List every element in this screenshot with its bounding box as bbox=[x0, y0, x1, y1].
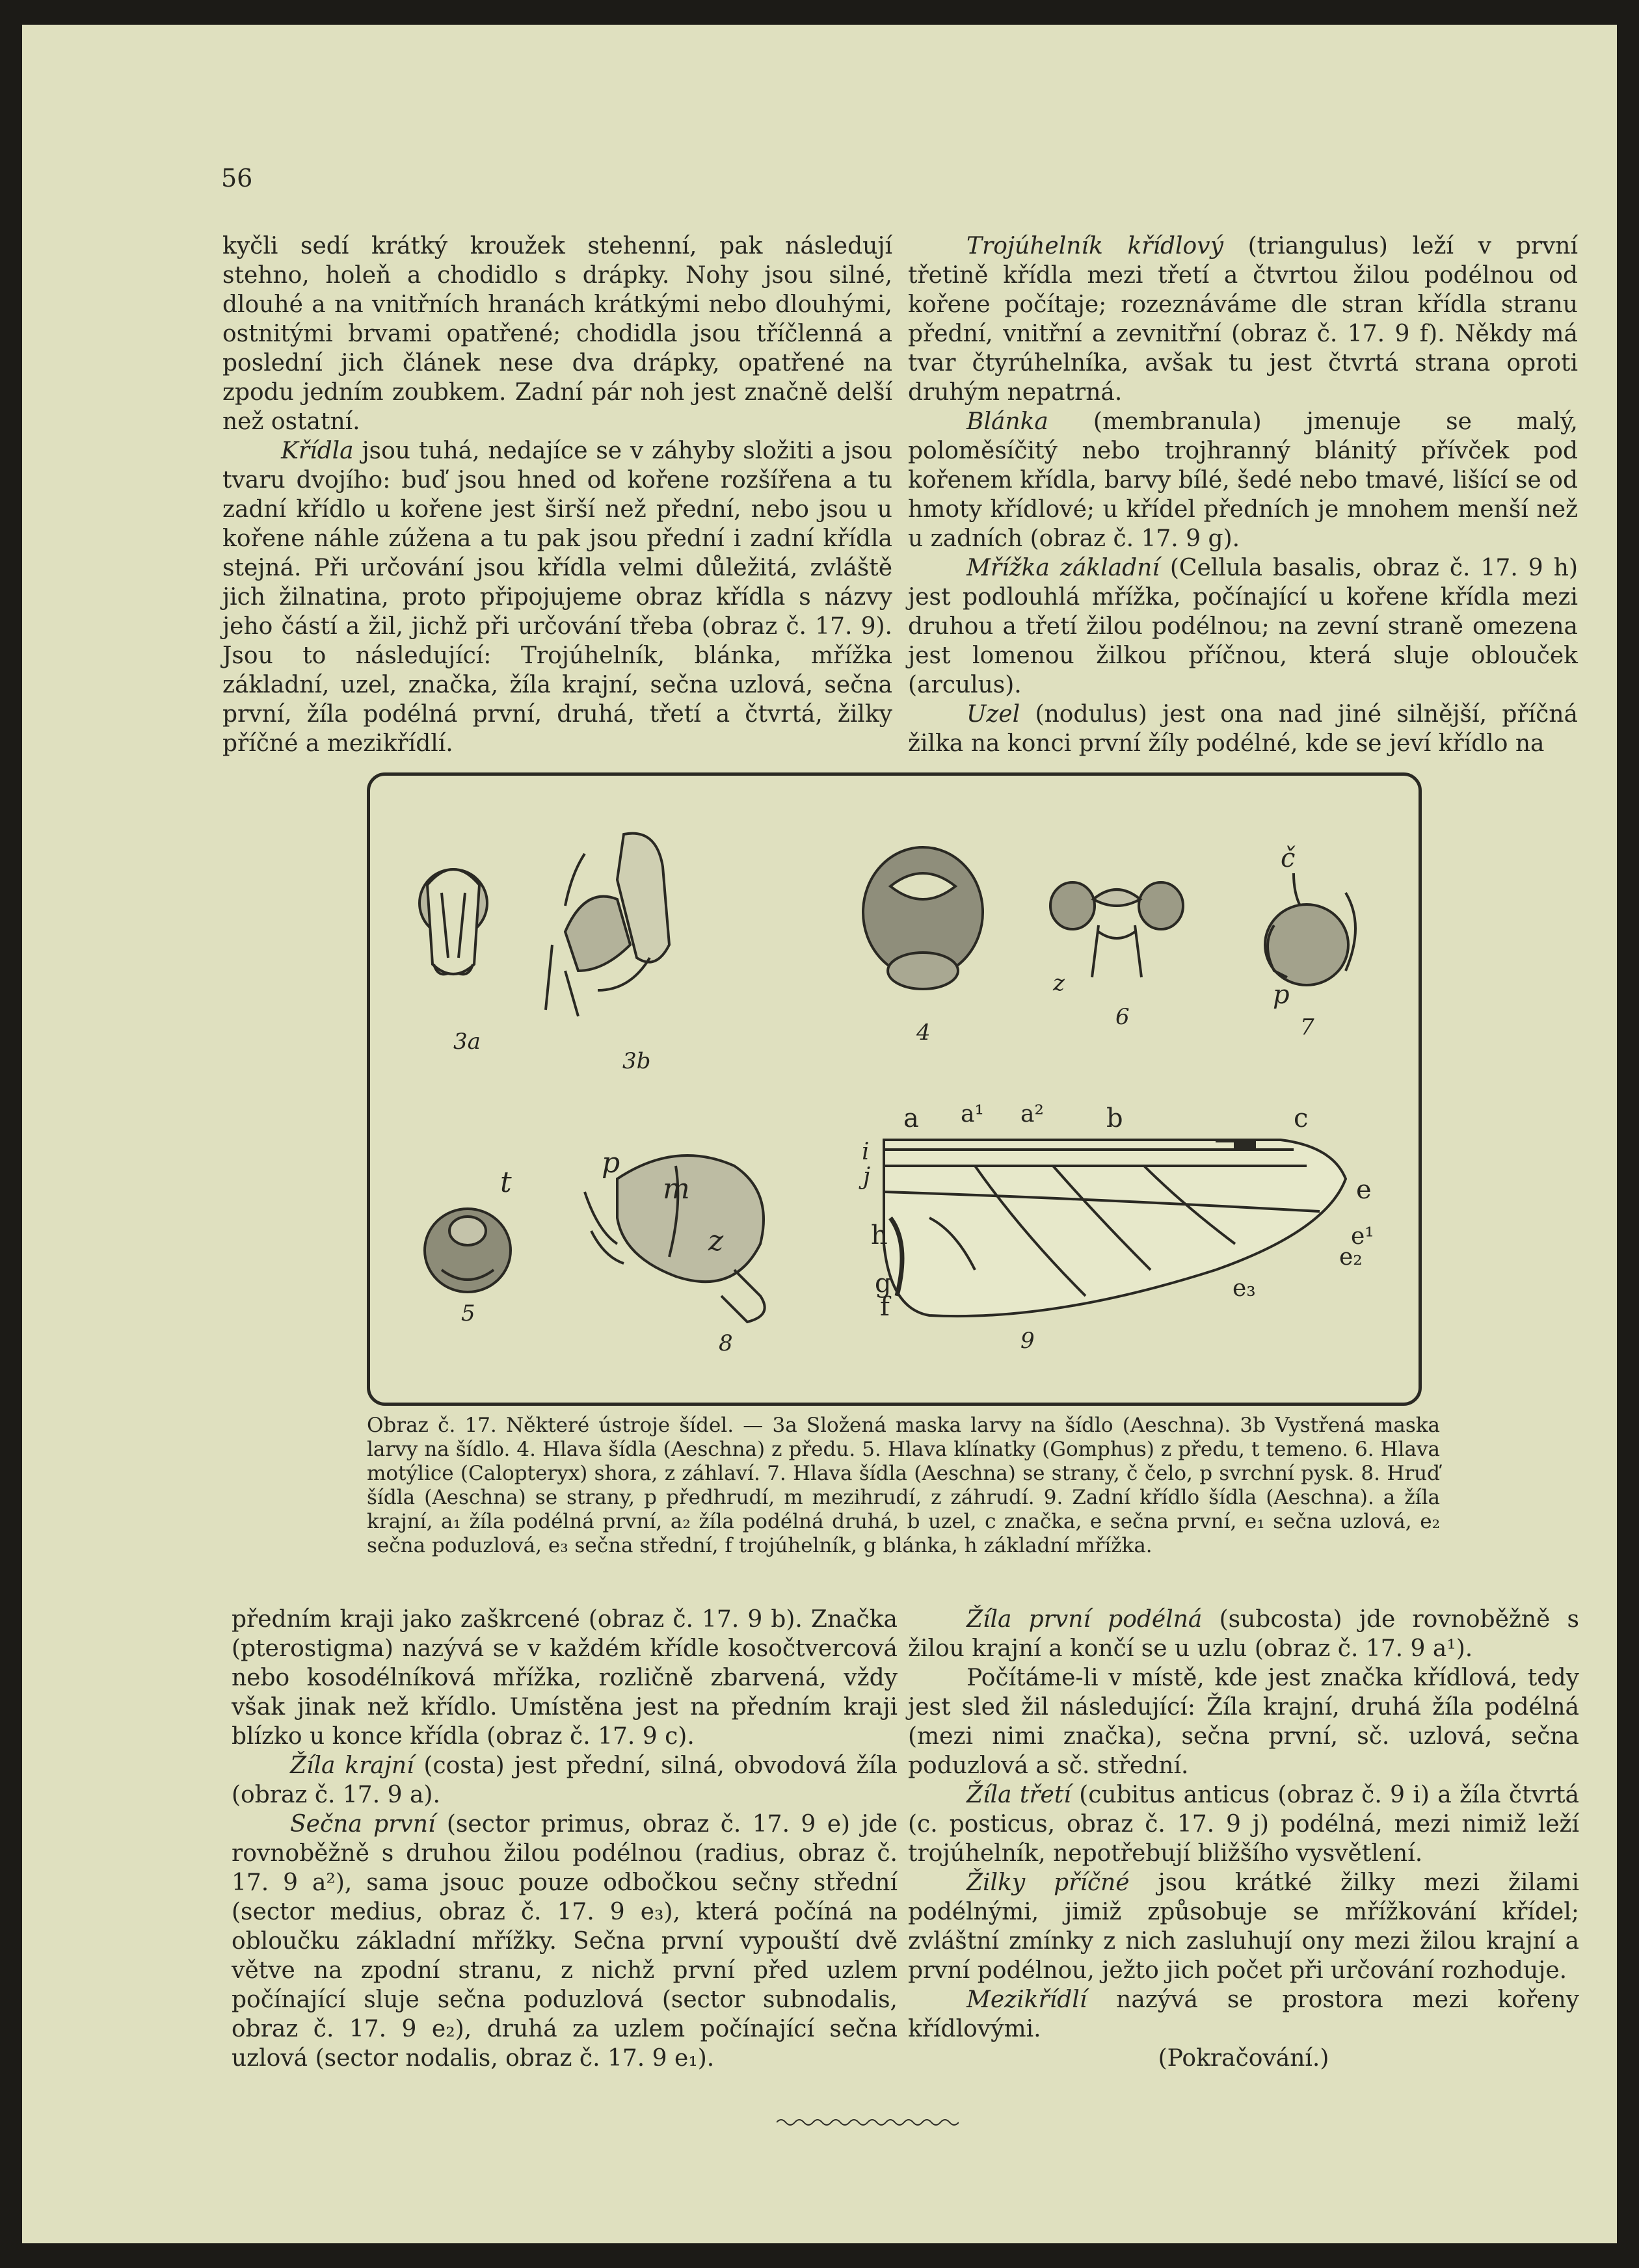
label-8-p: p bbox=[602, 1146, 620, 1180]
label-9-h: h bbox=[871, 1220, 888, 1250]
paragraph: Uzel (nodulus) jest ona nad jiné silnější, příčná žilka na konci první žíly podélné, kde se jeví křídlo na bbox=[908, 701, 1578, 757]
label-7: 7 bbox=[1300, 1014, 1314, 1040]
drawing-6-head-top bbox=[1050, 882, 1183, 977]
label-8: 8 bbox=[719, 1330, 733, 1356]
label-9-e3: e₃ bbox=[1233, 1275, 1256, 1302]
label-9-e: e bbox=[1356, 1175, 1372, 1205]
label-9: 9 bbox=[1020, 1328, 1035, 1354]
label-9-a1: a¹ bbox=[961, 1101, 984, 1127]
label-3b: 3b bbox=[622, 1048, 651, 1074]
right-column-top bbox=[908, 231, 1578, 758]
paragraph: Počítáme-li v místě, kde jest značka křídlová, tedy jest sled žil následující: Žíla krajní, druhá žíla podélná (mezi nimi značka), sečna první, sč. uzlová, sečna poduzlová a sč. střední. bbox=[908, 1665, 1579, 1779]
paragraph: Žíla první podélná (subcosta) jde rovnoběžně s žilou krajní a končí se u uzlu (obraz č. 17. 9 a¹). bbox=[908, 1606, 1579, 1662]
paragraph: Mezikřídlí nazývá se prostora mezi kořeny křídlovými. bbox=[908, 1986, 1579, 2042]
figure-17 bbox=[367, 772, 1422, 1406]
paragraph: Sečna první (sector primus, obraz č. 17. 9 e) jde rovnoběžně s druhou žilou podélnou (radius, obraz č. 17. 9 a²), sama jsouc pouze odbočkou sečny střední (sector medius, obraz č. 17. 9 e₃), která počíná na obloučku základní mřížky. Sečna první vypouští dvě větve na zpodní stranu, z nichž první před uzlem počínající sluje sečna poduzlová (sector subnodalis, obraz č. 17. 9 e₂), druhá za uzlem počínající sečna uzlová (sector nodalis, obraz č. 17. 9 e₁). bbox=[232, 1811, 898, 2072]
label-7-c: č bbox=[1281, 843, 1296, 873]
label-9-e1: e¹ bbox=[1351, 1223, 1374, 1250]
label-9-b: b bbox=[1106, 1103, 1123, 1133]
paragraph: předním kraji jako zaškrcené (obraz č. 17. 9 b). Značka (pterostigma) nazývá se v každém křídle kosočtvercová nebo kosodélníková mřížka, rozličně zbarvená, vždy však jinak než křídlo. Umístěna jest na předním kraji blízko u konce křídla (obraz č. 17. 9 c). bbox=[232, 1606, 898, 1750]
page bbox=[22, 25, 1617, 2243]
page-number: 56 bbox=[221, 164, 253, 192]
paragraph: Žíla krajní (costa) jest přední, silná, obvodová žíla (obraz č. 17. 9 a). bbox=[232, 1752, 898, 1808]
label-9-a: a bbox=[903, 1103, 919, 1133]
drawing-5-head-front bbox=[425, 1209, 511, 1292]
paragraph: kyčli sedí krátký kroužek stehenní, pak následují stehno, holeň a chodidlo s drápky. Nohy jsou silné, dlouhé a na vnitřních hranách krátkými nebo dlouhými, ostnitými brvami opatřené; chodidla jsou tříčlenná a poslední jich článek nese dva drápky, opatřené na zpodu jedním zoubkem. Zadní pár noh jest značně delší než ostatní. bbox=[222, 233, 892, 435]
drawing-9-wing bbox=[884, 1140, 1346, 1316]
paragraph: Křídla jsou tuhá, nedajíce se v záhyby složiti a jsou tvaru dvojího: buď jsou hned od kořene rozšířena a tu zadní křídlo u kořene jest širší než přední, nebo jsou u kořene náhle zúžena a tu pak jsou přední i zadní křídla stejná. Při určování jsou křídla velmi důležitá, zvláště jich žilnatina, proto připojujeme obraz křídla s názvy jeho částí a žil, jichž při určování třeba (obraz č. 17. 9). Jsou to následující: Trojúhelník, blánka, mřížka základní, uzel, značka, žíla krajní, sečna uzlová, sečna první, žíla podélná první, druhá, třetí a čtvrtá, žilky příčné a mezikřídlí. bbox=[222, 438, 892, 757]
figure-caption bbox=[367, 1414, 1440, 1558]
paragraph: Mřížka základní (Cellula basalis, obraz č. 17. 9 h) jest podlouhlá mřížka, počínající u kořene křídla mezi druhou a třetí žilou podélnou; na zevní straně omezena jest lomenou žilkou příčnou, která sluje oblouček (arculus). bbox=[908, 555, 1578, 698]
label-5-t: t bbox=[500, 1166, 512, 1199]
label-9-c: c bbox=[1294, 1103, 1309, 1133]
label-6: 6 bbox=[1115, 1004, 1130, 1030]
paragraph: Žíla třetí (cubitus anticus (obraz č. 9 i) a žíla čtvrtá (c. posticus, obraz č. 17. 9 j) podélná, mezi nimiž leží trojúhelník, nepotřebují bližšího vysvětlení. bbox=[908, 1782, 1579, 1867]
label-5: 5 bbox=[461, 1300, 475, 1326]
paragraph: Blánka (membranula) jmenuje se malý, poloměsíčitý nebo trojhranný blánitý přívček pod kořenem křídla, barvy bílé, šedé nebo tmavé, lišící se od hmoty křídlové; u křídel předních je mnohem menší než u zadních (obraz č. 17. 9 g). bbox=[908, 408, 1578, 552]
caption-text: Obraz č. 17. Některé ústroje šídel. — 3a Složená maska larvy na šídlo (Aeschna). 3b Vystřená maska larvy na šídlo. 4. Hlava šídla (Aeschna) z předu. 5. Hlava klínatky (Gomphus) z předu, t temeno. 6. Hlava motýlice (Calopteryx) shora, z záhlaví. 7. Hlava šídla (Aeschna) se strany, č čelo, p svrchní pysk. 8. Hruď šídla (Aeschna) se strany, p předhrudí, m mezihrudí, z záhrudí. 9. Zadní křídlo šídla (Aeschna). a žíla krajní, a₁ žíla podélná první, a₂ žíla podélná druhá, b uzel, c značka, e sečna první, e₁ sečna uzlová, e₂ sečna poduzlová, e₃ sečna střední, f trojúhelník, g blánka, h základní mřížka. bbox=[367, 1414, 1440, 1557]
label-4: 4 bbox=[916, 1020, 931, 1046]
label-9-a2: a² bbox=[1020, 1101, 1044, 1127]
paragraph: Trojúhelník křídlový (triangulus) leží v první třetině křídla mezi třetí a čtvrtou žilou podélnou od kořene počítaje; rozeznáváme dle stran křídla stranu přední, vnitřní a zevnitřní (obraz č. 17. 9 f). Někdy má tvar čtyrúhelníka, avšak tu jest čtvrtá strana oproti druhým nepatrná. bbox=[908, 233, 1578, 406]
drawing-7-head-side bbox=[1265, 873, 1355, 985]
label-8-z: z bbox=[708, 1224, 724, 1258]
figure-drawings bbox=[370, 776, 1419, 1403]
drawing-3b-extended-mask bbox=[546, 834, 669, 1016]
left-column-bottom bbox=[232, 1605, 898, 2073]
end-ornament bbox=[777, 2116, 959, 2129]
continuation-note: (Pokračování.) bbox=[1158, 2045, 1329, 2072]
label-9-i: i bbox=[862, 1139, 870, 1165]
label-9-j: j bbox=[863, 1163, 871, 1190]
left-column-top bbox=[222, 231, 892, 758]
label-7-p: p bbox=[1273, 980, 1290, 1010]
right-column-bottom bbox=[908, 1605, 1579, 2073]
drawing-4-head-front bbox=[863, 847, 983, 989]
paragraph: Žilky příčné jsou krátké žilky mezi žilami podélnými, jimiž způsobuje se mřížkování křídel; zvláštní zmínky z nich zasluhují ony mezi žilou krajní a první podélnou, ježto jich počet při určování rozhoduje. bbox=[908, 1869, 1579, 1984]
label-9-g: g bbox=[875, 1269, 892, 1299]
label-8-m: m bbox=[663, 1172, 690, 1206]
label-6-z: z bbox=[1053, 970, 1065, 996]
label-9-f: f bbox=[880, 1292, 890, 1322]
label-9-e2: e₂ bbox=[1339, 1244, 1363, 1271]
drawing-3a-larva-mask bbox=[420, 869, 487, 974]
label-3a: 3a bbox=[453, 1029, 481, 1055]
